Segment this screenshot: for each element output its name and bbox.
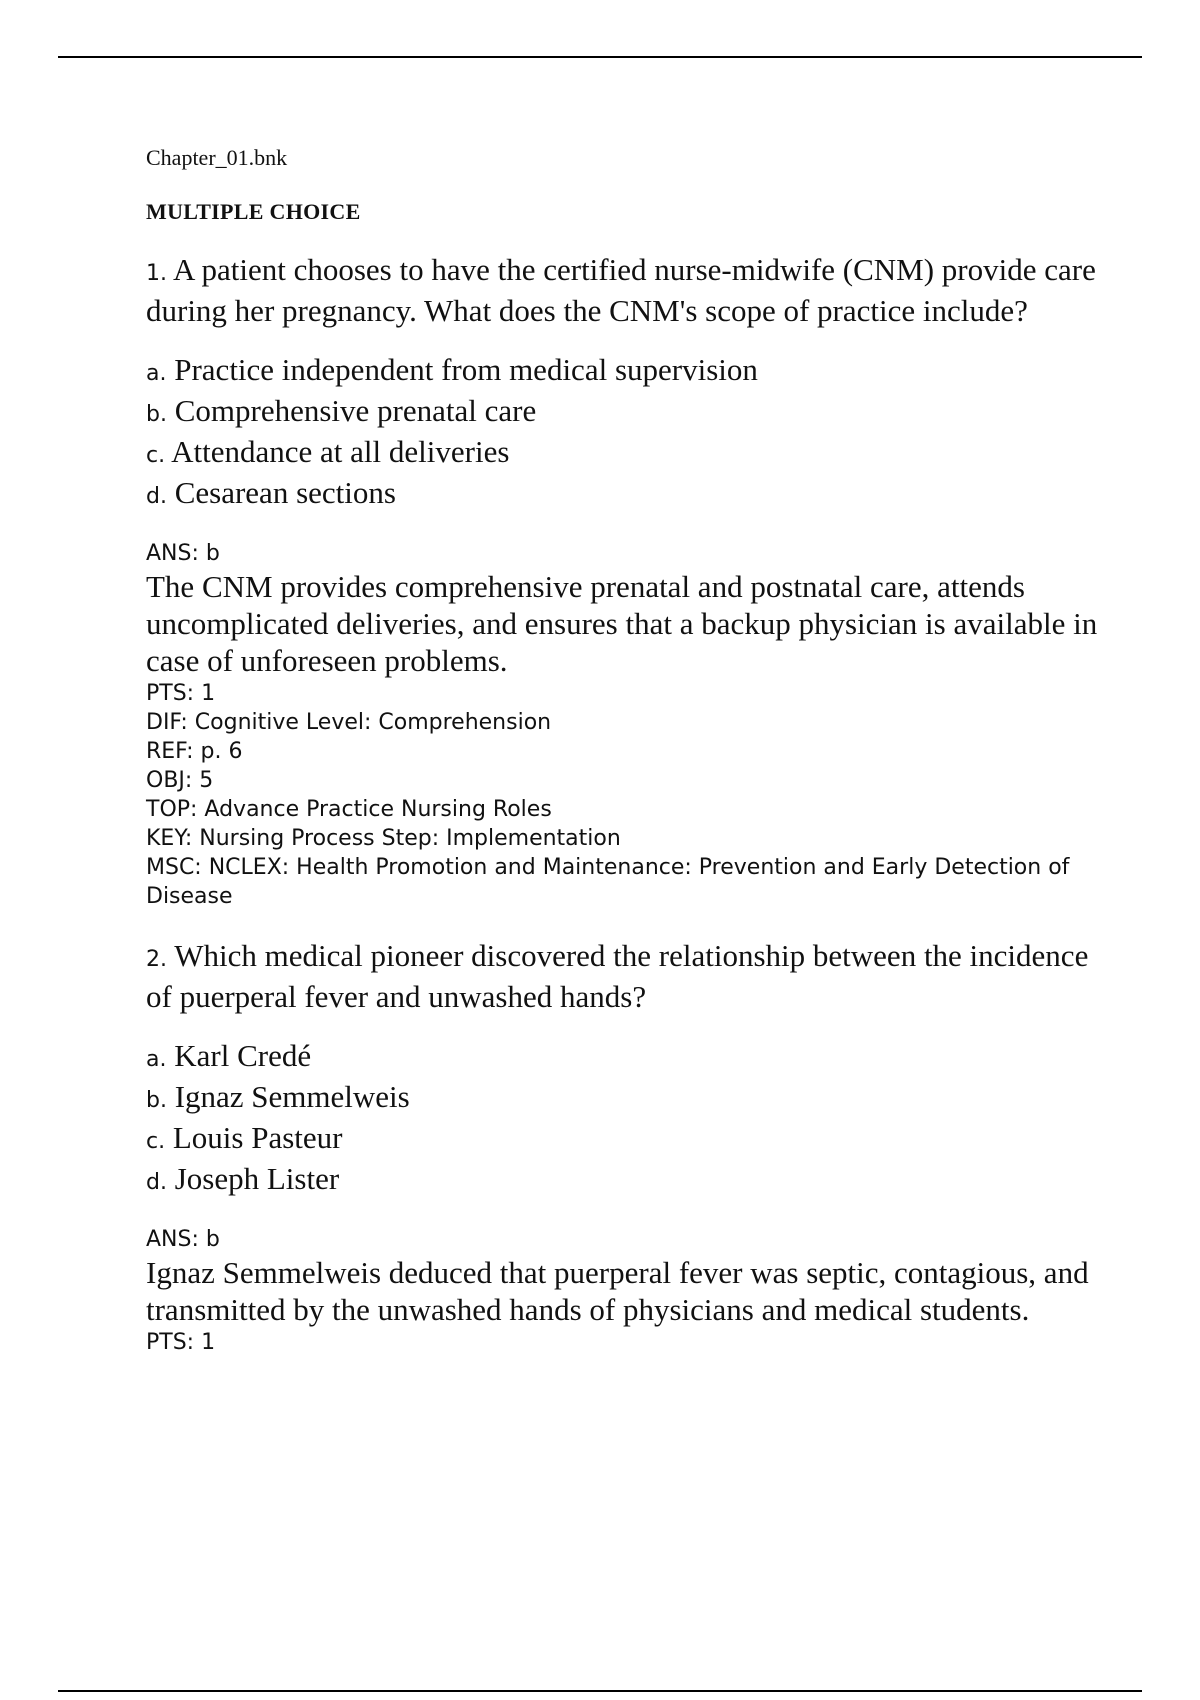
points: PTS: 1 xyxy=(146,681,216,706)
question-1-stem: A patient chooses to have the certified nurse-midwife (CNM) provide care during her pregnancy. What does the CNM's scope of practice include? xyxy=(146,252,1096,328)
option-d: d. Cesarean sections xyxy=(146,475,396,510)
question-2-stem: Which medical pioneer discovered the relationship between the incidence of puerperal fever and unwashed hands? xyxy=(146,938,1089,1014)
answer: ANS: b xyxy=(146,541,220,566)
rationale: The CNM provides comprehensive prenatal and postnatal care, attends uncomplicated deliveries, and ensures that a backup physician is available in case of unforeseen problems. xyxy=(146,569,1098,678)
page-content xyxy=(146,145,1106,1357)
question-1-answer-block xyxy=(146,539,1106,911)
key: KEY: Nursing Process Step: Implementation xyxy=(146,826,621,851)
option-c: c. Louis Pasteur xyxy=(146,1120,343,1155)
document-filename: Chapter_01.bnk xyxy=(146,145,288,170)
option-c: c. Attendance at all deliveries xyxy=(146,434,510,469)
rationale: Ignaz Semmelweis deduced that puerperal fever was septic, contagious, and transmitted by the unwashed hands of physicians and medical students. xyxy=(146,1255,1089,1327)
question-1 xyxy=(146,251,1106,911)
topic: TOP: Advance Practice Nursing Roles xyxy=(146,797,552,822)
question-1-number: 1. xyxy=(146,261,167,286)
difficulty: DIF: Cognitive Level: Comprehension xyxy=(146,710,552,735)
msc: MSC: NCLEX: Health Promotion and Maintenance: Prevention and Early Detection of Disease xyxy=(146,855,1070,909)
question-1-options xyxy=(146,351,1106,515)
question-2-answer-block xyxy=(146,1225,1106,1357)
section-title: MULTIPLE CHOICE xyxy=(146,199,361,224)
option-a: a. Karl Credé xyxy=(146,1038,312,1073)
option-a: a. Practice independent from medical supervision xyxy=(146,352,758,387)
question-2 xyxy=(146,937,1106,1357)
option-b: b. Ignaz Semmelweis xyxy=(146,1079,410,1114)
question-2-options xyxy=(146,1037,1106,1201)
reference: REF: p. 6 xyxy=(146,739,243,764)
question-2-text xyxy=(146,937,1106,1015)
option-d: d. Joseph Lister xyxy=(146,1161,340,1196)
points: PTS: 1 xyxy=(146,1330,216,1355)
question-1-text xyxy=(146,251,1106,329)
option-b: b. Comprehensive prenatal care xyxy=(146,393,537,428)
top-rule xyxy=(58,56,1142,58)
objective: OBJ: 5 xyxy=(146,768,214,793)
answer: ANS: b xyxy=(146,1227,220,1252)
question-2-number: 2. xyxy=(146,947,167,972)
bottom-rule xyxy=(58,1690,1142,1692)
